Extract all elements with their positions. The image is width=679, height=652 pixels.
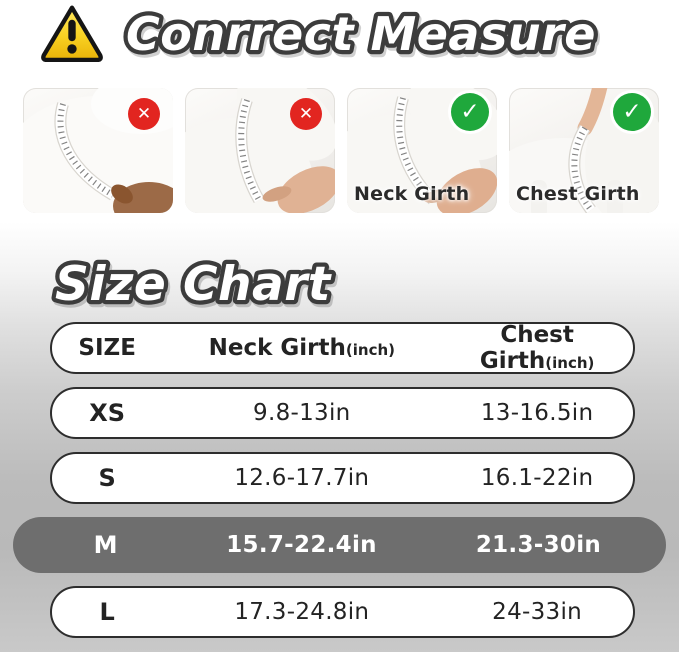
size-cell: XS — [89, 399, 126, 427]
x-circle-icon — [128, 98, 160, 130]
neck-girth-cell: 9.8-13in — [253, 400, 351, 426]
warning-icon — [37, 3, 107, 62]
size-row-m-highlighted — [13, 517, 666, 573]
size-row-s — [50, 452, 635, 504]
size-chart-title-art — [47, 248, 407, 320]
neck-girth-cell: 17.3-24.8in — [234, 599, 370, 625]
size-cell: M — [93, 531, 118, 559]
check-glyph: ✓ — [622, 98, 642, 125]
measure-example-chest-girth — [509, 88, 659, 213]
chest-girth-cell: 13-16.5in — [480, 400, 594, 426]
measure-examples — [23, 88, 659, 213]
x-glyph: ✕ — [298, 103, 314, 124]
size-cell: S — [98, 464, 116, 492]
size-cell: L — [99, 598, 115, 626]
size-table-header — [50, 322, 635, 374]
x-circle-icon — [290, 98, 322, 130]
column-header-neck-girth: Neck Girth(inch) — [208, 335, 395, 361]
x-glyph: ✕ — [136, 103, 152, 124]
column-header-size: SIZE — [78, 335, 136, 361]
header — [0, 0, 679, 70]
chest-girth-label: Chest Girth — [516, 183, 640, 205]
check-circle-icon — [613, 93, 651, 131]
neck-girth-cell: 12.6-17.7in — [234, 465, 370, 491]
neck-girth-cell: 15.7-22.4in — [226, 532, 377, 558]
size-chart-title: Size Chart — [55, 257, 331, 312]
column-header-chest-girth: Chest Girth(inch) — [479, 322, 595, 374]
measure-example-wrong-1 — [23, 88, 173, 213]
measure-example-neck-girth — [347, 88, 497, 213]
size-row-xs — [50, 387, 635, 439]
size-chart-table — [0, 322, 679, 651]
neck-unit: (inch) — [345, 341, 395, 359]
page-title-art — [120, 0, 660, 70]
chest-unit: (inch) — [545, 354, 595, 372]
check-circle-icon — [451, 93, 489, 131]
measure-example-wrong-2 — [185, 88, 335, 213]
page-title: Conrrect Measure — [126, 7, 596, 61]
chest-girth-cell: 24-33in — [492, 599, 583, 625]
chest-girth-cell: 16.1-22in — [480, 465, 594, 491]
size-row-l — [50, 586, 635, 638]
chest-girth-cell: 21.3-30in — [475, 532, 602, 558]
neck-girth-label: Neck Girth — [354, 183, 470, 205]
check-glyph: ✓ — [460, 98, 480, 125]
